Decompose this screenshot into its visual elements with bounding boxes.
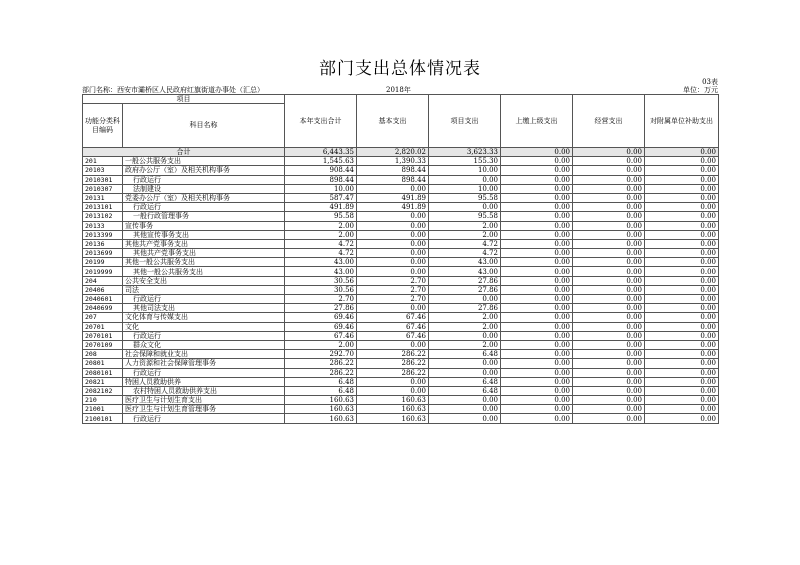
header-basic: 基本支出 [357,95,429,148]
row-value: 0.00 [357,386,429,395]
row-value: 286.22 [357,359,429,368]
row-subject-name: 政府办公厅（室）及相关机构事务 [123,166,285,175]
row-value: 898.44 [357,166,429,175]
row-code: 208 [83,350,123,359]
row-value: 10.00 [429,166,501,175]
row-value: 0.00 [645,377,719,386]
row-value: 0.00 [645,396,719,405]
row-value: 67.46 [357,313,429,322]
row-value: 0.00 [645,221,719,230]
row-code: 2100101 [83,414,123,423]
row-value: 10.00 [285,184,357,193]
row-value: 27.86 [285,304,357,313]
table-row [83,414,719,423]
row-value: 0.00 [573,304,645,313]
row-value: 0.00 [645,368,719,377]
row-value: 0.00 [501,350,573,359]
row-value: 0.00 [645,267,719,276]
row-value: 0.00 [501,414,573,423]
row-value: 0.00 [429,414,501,423]
row-code: 20801 [83,359,123,368]
row-subject-name: 公共安全支出 [123,276,285,285]
row-value: 0.00 [357,267,429,276]
row-value: 0.00 [645,414,719,423]
row-value: 2.70 [285,295,357,304]
row-value: 67.46 [285,331,357,340]
row-value: 286.22 [357,350,429,359]
row-value: 1,545.63 [285,157,357,166]
row-value: 0.00 [501,193,573,202]
row-value: 95.58 [429,193,501,202]
row-value: 0.00 [501,359,573,368]
row-value: 491.89 [357,193,429,202]
total-cell: 0.00 [645,148,719,157]
row-value: 0.00 [645,249,719,258]
row-value: 587.47 [285,193,357,202]
row-value: 1,390.33 [357,157,429,166]
row-value: 0.00 [573,230,645,239]
row-value: 6.48 [285,377,357,386]
row-code: 20133 [83,221,123,230]
table-row [83,166,719,175]
row-value: 0.00 [429,295,501,304]
row-value: 0.00 [429,368,501,377]
table-row [83,359,719,368]
row-value: 0.00 [645,239,719,248]
row-value: 0.00 [429,405,501,414]
row-value: 0.00 [573,405,645,414]
total-cell: 6,443.35 [285,148,357,157]
row-value: 2.70 [357,295,429,304]
row-code: 210 [83,396,123,405]
row-subject-name: 行政运行 [123,203,285,212]
row-value: 0.00 [501,230,573,239]
row-value: 898.44 [285,175,357,184]
header-operating: 经营支出 [573,95,645,148]
row-value: 4.72 [429,249,501,258]
header-project-expense: 项目支出 [429,95,501,148]
row-code: 20199 [83,258,123,267]
row-code: 2013699 [83,249,123,258]
table-row [83,285,719,294]
row-value: 292.70 [285,350,357,359]
row-code: 207 [83,313,123,322]
row-value: 0.00 [573,166,645,175]
table-row [83,405,719,414]
table-row [83,304,719,313]
table-row [83,193,719,202]
row-value: 2.00 [429,340,501,349]
row-value: 286.22 [357,368,429,377]
row-value: 0.00 [645,331,719,340]
row-subject-name: 法制建设 [123,184,285,193]
row-value: 95.58 [285,212,357,221]
row-value: 0.00 [501,295,573,304]
table-row [83,386,719,395]
header-project: 项目 [83,95,285,104]
row-value: 0.00 [573,377,645,386]
row-value: 0.00 [573,359,645,368]
table-row [83,295,719,304]
department-name: 部门名称：西安市灞桥区人民政府红旗街道办事处（汇总） [82,86,264,94]
row-subject-name: 一般公共服务支出 [123,157,285,166]
row-value: 30.56 [285,285,357,294]
row-value: 0.00 [501,368,573,377]
page-title: 部门支出总体情况表 [319,59,481,79]
row-value: 0.00 [501,377,573,386]
row-value: 0.00 [645,230,719,239]
row-subject-name: 行政运行 [123,414,285,423]
row-code: 2010301 [83,175,123,184]
row-value: 0.00 [573,340,645,349]
row-value: 0.00 [645,276,719,285]
header-affiliated-subsidy: 对附属单位补助支出 [645,95,719,148]
row-value: 0.00 [645,203,719,212]
row-subject-name: 农村特困人员救助供养支出 [123,386,285,395]
row-value: 2.00 [429,230,501,239]
row-value: 0.00 [573,267,645,276]
row-value: 0.00 [573,258,645,267]
table-row [83,230,719,239]
row-value: 491.89 [357,203,429,212]
row-value: 155.30 [429,157,501,166]
row-code: 21001 [83,405,123,414]
row-value: 43.00 [429,267,501,276]
expenditure-table [82,94,719,424]
row-code: 20406 [83,285,123,294]
row-value: 0.00 [573,350,645,359]
row-subject-name: 文化 [123,322,285,331]
table-row [83,267,719,276]
row-value: 0.00 [429,203,501,212]
table-row [83,175,719,184]
row-value: 0.00 [573,175,645,184]
row-value: 0.00 [501,386,573,395]
row-code: 2013101 [83,203,123,212]
row-value: 908.44 [285,166,357,175]
row-code: 2040699 [83,304,123,313]
row-value: 0.00 [573,184,645,193]
table-row [83,184,719,193]
row-value: 43.00 [429,258,501,267]
row-value: 286.22 [285,359,357,368]
row-subject-name: 医疗卫生与计划生育管理事务 [123,405,285,414]
row-value: 0.00 [573,331,645,340]
header-upper-submission: 上缴上级支出 [501,95,573,148]
row-subject-name: 宣传事务 [123,221,285,230]
row-value: 0.00 [501,157,573,166]
row-value: 2.70 [357,276,429,285]
table-row [83,340,719,349]
row-value: 0.00 [501,258,573,267]
row-value: 0.00 [429,359,501,368]
table-row [83,212,719,221]
row-value: 2.00 [285,340,357,349]
row-value: 0.00 [645,157,719,166]
row-code: 2082102 [83,386,123,395]
row-subject-name: 文化体育与传媒支出 [123,313,285,322]
row-value: 0.00 [501,166,573,175]
row-value: 0.00 [645,322,719,331]
row-value: 43.00 [285,258,357,267]
row-value: 491.89 [285,203,357,212]
row-value: 0.00 [357,184,429,193]
row-value: 0.00 [501,175,573,184]
row-code: 2070101 [83,331,123,340]
row-value: 10.00 [429,184,501,193]
row-value: 67.46 [357,322,429,331]
row-value: 0.00 [501,340,573,349]
row-subject-name: 其他共产党事务支出 [123,249,285,258]
row-subject-name: 人力资源和社会保障管理事务 [123,359,285,368]
row-code: 20821 [83,377,123,386]
row-value: 0.00 [573,157,645,166]
table-row [83,377,719,386]
row-subject-name: 党委办公厅（室）及相关机构事务 [123,193,285,202]
row-value: 0.00 [573,414,645,423]
row-value: 69.46 [285,322,357,331]
row-value: 6.48 [429,350,501,359]
row-code: 20701 [83,322,123,331]
row-value: 0.00 [501,276,573,285]
row-value: 2.00 [285,221,357,230]
table-row [83,331,719,340]
table-row [83,239,719,248]
row-value: 0.00 [573,285,645,294]
row-value: 0.00 [501,331,573,340]
row-value: 27.86 [429,285,501,294]
row-subject-name: 其他一般公共服务支出 [123,267,285,276]
row-value: 0.00 [573,368,645,377]
row-subject-name: 行政运行 [123,368,285,377]
table-row [83,276,719,285]
row-value: 30.56 [285,276,357,285]
row-code: 2070109 [83,340,123,349]
row-value: 160.63 [285,405,357,414]
row-value: 0.00 [573,203,645,212]
row-value: 160.63 [285,414,357,423]
row-code: 2010307 [83,184,123,193]
row-value: 6.48 [429,386,501,395]
row-value: 0.00 [357,212,429,221]
row-value: 0.00 [501,184,573,193]
row-value: 0.00 [573,212,645,221]
row-value: 69.46 [285,313,357,322]
row-value: 0.00 [501,322,573,331]
row-value: 0.00 [573,239,645,248]
row-value: 0.00 [573,322,645,331]
row-value: 0.00 [573,249,645,258]
row-value: 0.00 [357,258,429,267]
row-subject-name: 医疗卫生与计划生育支出 [123,396,285,405]
row-value: 0.00 [357,239,429,248]
row-value: 0.00 [573,396,645,405]
row-value: 6.48 [285,386,357,395]
row-value: 95.58 [429,212,501,221]
table-row [83,221,719,230]
row-value: 160.63 [357,414,429,423]
row-value: 0.00 [501,396,573,405]
total-cell: 2,820.02 [357,148,429,157]
row-value: 0.00 [645,340,719,349]
fiscal-year: 2018年 [386,86,411,94]
row-value: 0.00 [357,340,429,349]
row-value: 67.46 [357,331,429,340]
row-value: 898.44 [357,175,429,184]
row-value: 0.00 [645,295,719,304]
table-row [83,258,719,267]
row-value: 0.00 [573,295,645,304]
row-value: 2.00 [429,313,501,322]
row-value: 2.00 [285,230,357,239]
row-value: 2.00 [429,221,501,230]
total-cell: 3,623.33 [429,148,501,157]
row-subject-name: 行政运行 [123,331,285,340]
row-subject-name: 其他共产党事务支出 [123,239,285,248]
total-cell: 0.00 [573,148,645,157]
row-subject-name: 其他一般公共服务支出 [123,258,285,267]
header-total: 本年支出合计 [285,95,357,148]
table-number: 03表 [702,78,718,86]
row-subject-name: 一般行政管理事务 [123,212,285,221]
row-value: 0.00 [645,313,719,322]
row-code: 20131 [83,193,123,202]
row-value: 0.00 [501,239,573,248]
row-value: 0.00 [645,212,719,221]
row-value: 0.00 [501,212,573,221]
row-value: 0.00 [645,350,719,359]
row-value: 0.00 [429,331,501,340]
header-subject-name: 科目名称 [123,104,285,148]
row-value: 0.00 [645,359,719,368]
row-value: 0.00 [645,193,719,202]
unit-label: 单位：万元 [683,86,718,94]
row-subject-name: 社会保障和就业支出 [123,350,285,359]
row-value: 160.63 [285,396,357,405]
row-value: 0.00 [501,313,573,322]
row-value: 0.00 [501,304,573,313]
row-subject-name: 其他司法支出 [123,304,285,313]
row-value: 0.00 [357,377,429,386]
row-value: 286.22 [285,368,357,377]
row-value: 4.72 [285,249,357,258]
row-value: 0.00 [501,405,573,414]
row-code: 2080101 [83,368,123,377]
header-function-code: 功能分类科目编码 [83,104,123,148]
row-value: 0.00 [501,285,573,294]
table-row [83,313,719,322]
row-value: 0.00 [645,285,719,294]
row-code: 2019999 [83,267,123,276]
row-subject-name: 特困人员救助供养 [123,377,285,386]
row-value: 160.63 [357,396,429,405]
table-row [83,350,719,359]
row-value: 0.00 [573,276,645,285]
row-value: 0.00 [501,267,573,276]
row-value: 2.00 [429,322,501,331]
table-row [83,368,719,377]
row-value: 0.00 [645,184,719,193]
row-value: 160.63 [357,405,429,414]
row-code: 2040601 [83,295,123,304]
row-value: 0.00 [645,304,719,313]
row-value: 0.00 [357,249,429,258]
row-value: 4.72 [429,239,501,248]
table-row [83,396,719,405]
row-value: 0.00 [501,249,573,258]
row-value: 0.00 [573,193,645,202]
row-value: 43.00 [285,267,357,276]
row-code: 2013399 [83,230,123,239]
table-row [83,157,719,166]
row-code: 20103 [83,166,123,175]
row-value: 0.00 [645,175,719,184]
row-value: 0.00 [573,221,645,230]
table-row [83,249,719,258]
row-value: 2.70 [357,285,429,294]
row-value: 0.00 [645,258,719,267]
table-row [83,322,719,331]
table-row [83,203,719,212]
row-subject-name: 司法 [123,285,285,294]
row-subject-name: 其他宣传事务支出 [123,230,285,239]
table-meta [82,85,718,94]
row-value: 27.86 [429,304,501,313]
row-value: 0.00 [429,175,501,184]
row-value: 0.00 [573,313,645,322]
row-value: 27.86 [429,276,501,285]
row-value: 0.00 [357,221,429,230]
row-code: 201 [83,157,123,166]
row-code: 20136 [83,239,123,248]
row-value: 0.00 [501,203,573,212]
row-subject-name: 群众文化 [123,340,285,349]
row-value: 0.00 [357,230,429,239]
row-code: 2013102 [83,212,123,221]
row-value: 4.72 [285,239,357,248]
total-row [83,148,719,157]
total-cell: 0.00 [501,148,573,157]
row-value: 0.00 [645,405,719,414]
row-value: 0.00 [645,166,719,175]
row-value: 0.00 [501,221,573,230]
row-value: 0.00 [573,386,645,395]
row-value: 0.00 [357,304,429,313]
row-value: 0.00 [645,386,719,395]
row-code: 204 [83,276,123,285]
row-value: 0.00 [429,396,501,405]
row-subject-name: 行政运行 [123,295,285,304]
total-label: 合计 [83,148,285,157]
row-subject-name: 行政运行 [123,175,285,184]
row-value: 6.48 [429,377,501,386]
